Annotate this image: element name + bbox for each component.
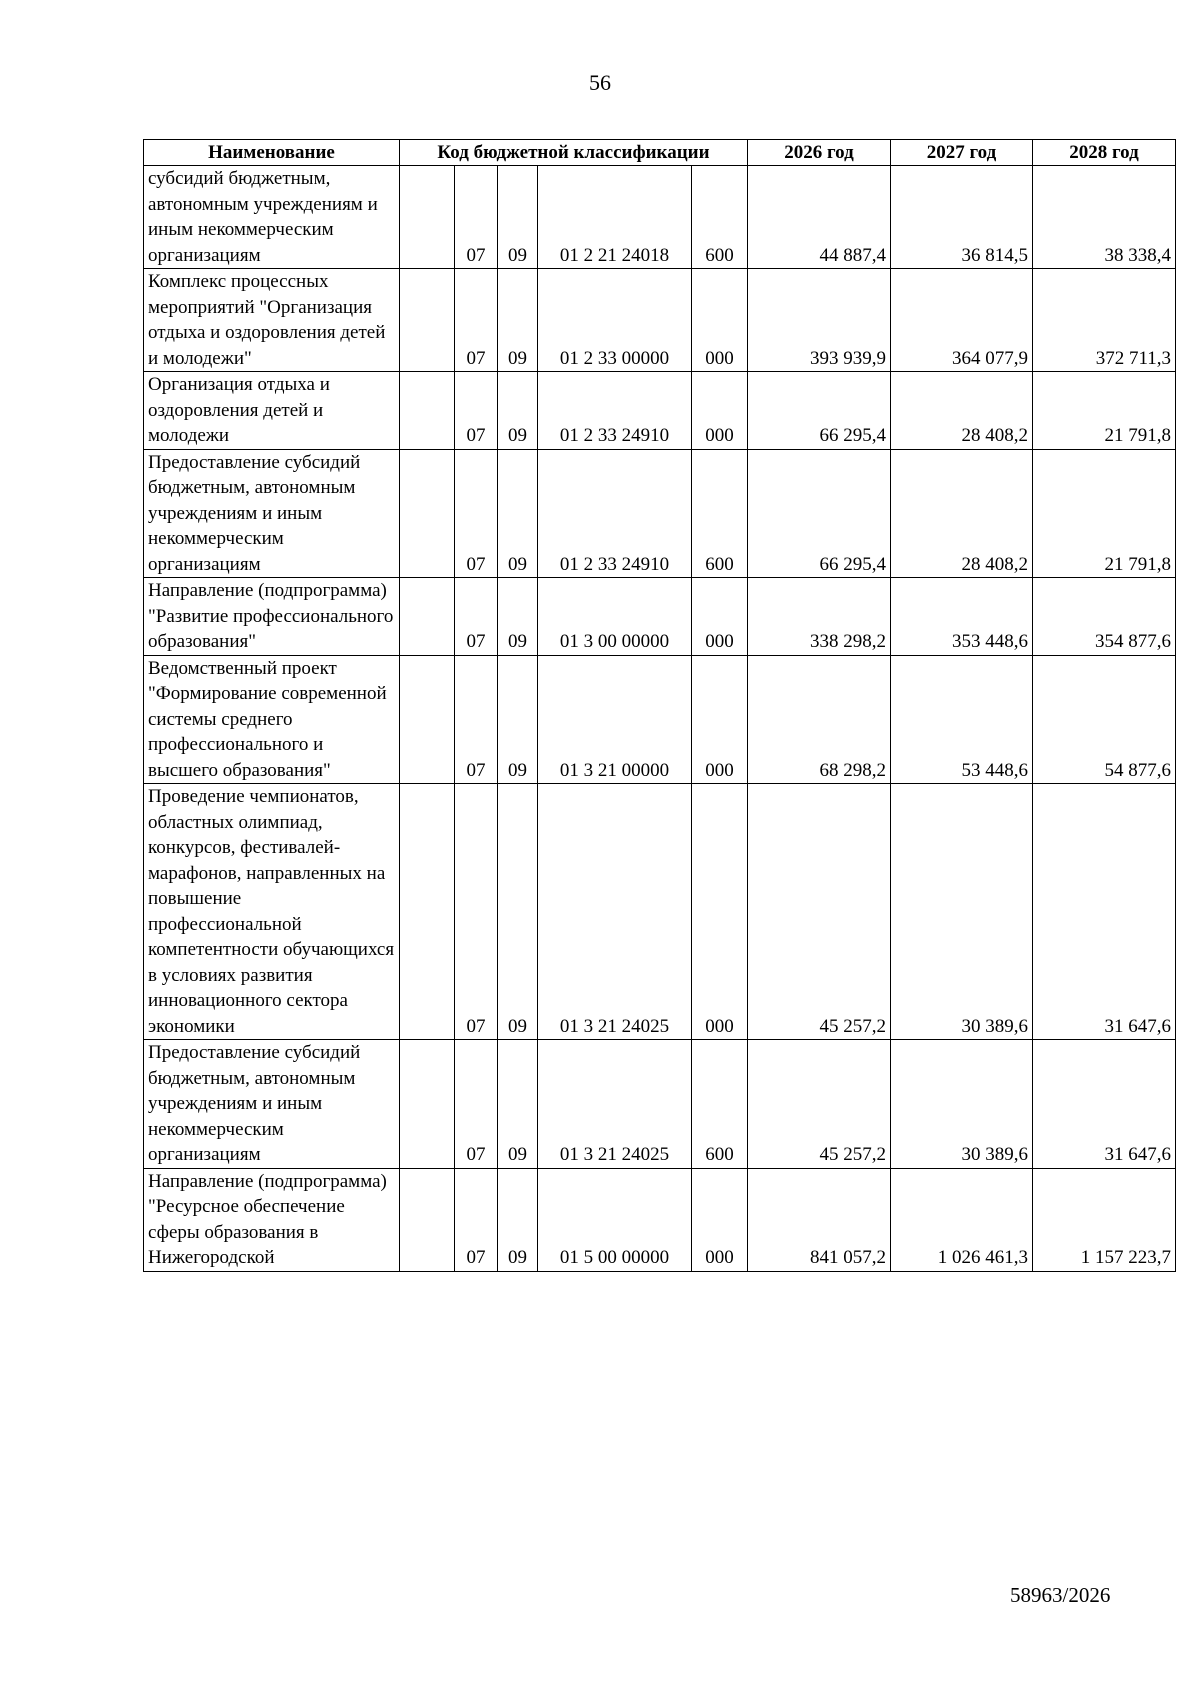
row-expense-type: 000 bbox=[692, 784, 748, 1040]
row-name: Комплекс процессных мероприятий "Организация отдыха и оздоровления детей и молодежи" bbox=[144, 269, 400, 372]
row-code-empty bbox=[400, 1040, 455, 1169]
row-expense-type: 000 bbox=[692, 655, 748, 784]
row-section: 07 bbox=[455, 372, 498, 450]
row-name: Предоставление субсидий бюджетным, автономным учреждениям и иным некоммерческим организациям bbox=[144, 1040, 400, 1169]
row-code-empty bbox=[400, 166, 455, 269]
row-target-code: 01 3 21 24025 bbox=[538, 784, 692, 1040]
header-name: Наименование bbox=[144, 140, 400, 166]
row-subsection: 09 bbox=[498, 1040, 538, 1169]
row-section: 07 bbox=[455, 784, 498, 1040]
row-section: 07 bbox=[455, 1168, 498, 1271]
header-2026: 2026 год bbox=[748, 140, 891, 166]
row-code-empty bbox=[400, 449, 455, 578]
row-2026: 66 295,4 bbox=[748, 372, 891, 450]
row-section: 07 bbox=[455, 655, 498, 784]
header-2027: 2027 год bbox=[891, 140, 1033, 166]
row-subsection: 09 bbox=[498, 449, 538, 578]
row-2026: 45 257,2 bbox=[748, 1040, 891, 1169]
row-2027: 30 389,6 bbox=[891, 784, 1033, 1040]
table-row bbox=[144, 1040, 1176, 1169]
row-subsection: 09 bbox=[498, 655, 538, 784]
row-expense-type: 600 bbox=[692, 166, 748, 269]
row-subsection: 09 bbox=[498, 372, 538, 450]
row-2028: 21 791,8 bbox=[1033, 449, 1176, 578]
row-expense-type: 000 bbox=[692, 269, 748, 372]
row-2027: 364 077,9 bbox=[891, 269, 1033, 372]
row-expense-type: 000 bbox=[692, 1168, 748, 1271]
table-row bbox=[144, 166, 1176, 269]
row-2026: 393 939,9 bbox=[748, 269, 891, 372]
row-expense-type: 000 bbox=[692, 372, 748, 450]
row-2028: 54 877,6 bbox=[1033, 655, 1176, 784]
row-2027: 30 389,6 bbox=[891, 1040, 1033, 1169]
row-name: Направление (подпрограмма) "Развитие профессионального образования" bbox=[144, 578, 400, 656]
row-2028: 31 647,6 bbox=[1033, 784, 1176, 1040]
row-subsection: 09 bbox=[498, 578, 538, 656]
row-target-code: 01 2 21 24018 bbox=[538, 166, 692, 269]
row-2028: 1 157 223,7 bbox=[1033, 1168, 1176, 1271]
table-row bbox=[144, 372, 1176, 450]
row-target-code: 01 3 00 00000 bbox=[538, 578, 692, 656]
row-section: 07 bbox=[455, 578, 498, 656]
row-subsection: 09 bbox=[498, 784, 538, 1040]
document-registration-number: 58963/2026 bbox=[1010, 1583, 1111, 1607]
page-number: 56 bbox=[589, 70, 611, 95]
row-code-empty bbox=[400, 269, 455, 372]
row-target-code: 01 2 33 24910 bbox=[538, 372, 692, 450]
table-row bbox=[144, 655, 1176, 784]
row-2028: 21 791,8 bbox=[1033, 372, 1176, 450]
row-2028: 372 711,3 bbox=[1033, 269, 1176, 372]
table-row bbox=[144, 269, 1176, 372]
budget-table bbox=[143, 139, 1176, 1272]
row-name: Организация отдыха и оздоровления детей и молодежи bbox=[144, 372, 400, 450]
row-code-empty bbox=[400, 784, 455, 1040]
row-code-empty bbox=[400, 372, 455, 450]
row-2026: 338 298,2 bbox=[748, 578, 891, 656]
row-2027: 353 448,6 bbox=[891, 578, 1033, 656]
row-2027: 28 408,2 bbox=[891, 372, 1033, 450]
row-target-code: 01 5 00 00000 bbox=[538, 1168, 692, 1271]
row-subsection: 09 bbox=[498, 1168, 538, 1271]
row-name: Направление (подпрограмма) "Ресурсное обеспечение сферы образования в Нижегородской bbox=[144, 1168, 400, 1271]
table-header-row bbox=[144, 140, 1176, 166]
row-code-empty bbox=[400, 655, 455, 784]
row-target-code: 01 3 21 00000 bbox=[538, 655, 692, 784]
row-subsection: 09 bbox=[498, 269, 538, 372]
row-2027: 28 408,2 bbox=[891, 449, 1033, 578]
row-target-code: 01 2 33 00000 bbox=[538, 269, 692, 372]
table-row bbox=[144, 578, 1176, 656]
row-code-empty bbox=[400, 1168, 455, 1271]
row-expense-type: 600 bbox=[692, 449, 748, 578]
row-name: Предоставление субсидий бюджетным, автономным учреждениям и иным некоммерческим организациям bbox=[144, 449, 400, 578]
row-name: субсидий бюджетным, автономным учреждениям и иным некоммерческим организациям bbox=[144, 166, 400, 269]
row-subsection: 09 bbox=[498, 166, 538, 269]
row-expense-type: 600 bbox=[692, 1040, 748, 1169]
row-target-code: 01 3 21 24025 bbox=[538, 1040, 692, 1169]
row-2027: 36 814,5 bbox=[891, 166, 1033, 269]
row-name: Ведомственный проект "Формирование современной системы среднего профессионального и высшего образования" bbox=[144, 655, 400, 784]
row-section: 07 bbox=[455, 269, 498, 372]
row-section: 07 bbox=[455, 166, 498, 269]
header-code: Код бюджетной классификации bbox=[400, 140, 748, 166]
row-2027: 53 448,6 bbox=[891, 655, 1033, 784]
row-name: Проведение чемпионатов, областных олимпиад, конкурсов, фестивалей-марафонов, направленных на повышение профессиональной компетентности обучающихся в условиях развития инновационного сектора экономики bbox=[144, 784, 400, 1040]
row-2028: 31 647,6 bbox=[1033, 1040, 1176, 1169]
row-2026: 841 057,2 bbox=[748, 1168, 891, 1271]
row-section: 07 bbox=[455, 449, 498, 578]
row-2027: 1 026 461,3 bbox=[891, 1168, 1033, 1271]
row-code-empty bbox=[400, 578, 455, 656]
row-2026: 44 887,4 bbox=[748, 166, 891, 269]
row-target-code: 01 2 33 24910 bbox=[538, 449, 692, 578]
header-2028: 2028 год bbox=[1033, 140, 1176, 166]
row-2028: 38 338,4 bbox=[1033, 166, 1176, 269]
table-row bbox=[144, 449, 1176, 578]
row-2026: 45 257,2 bbox=[748, 784, 891, 1040]
row-expense-type: 000 bbox=[692, 578, 748, 656]
row-section: 07 bbox=[455, 1040, 498, 1169]
row-2028: 354 877,6 bbox=[1033, 578, 1176, 656]
row-2026: 68 298,2 bbox=[748, 655, 891, 784]
table-row bbox=[144, 784, 1176, 1040]
table-row bbox=[144, 1168, 1176, 1271]
row-2026: 66 295,4 bbox=[748, 449, 891, 578]
